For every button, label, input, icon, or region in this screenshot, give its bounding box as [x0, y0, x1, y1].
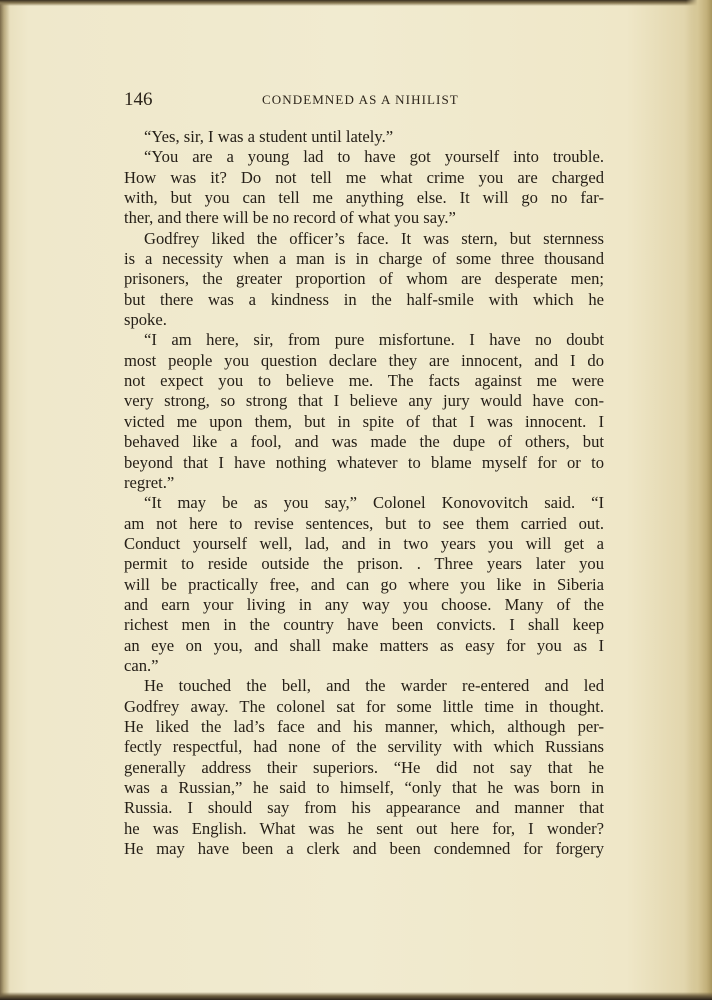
- text-line: Conduct yourself well, lad, and in two years you will get a: [124, 533, 604, 553]
- body-text: [124, 127, 604, 859]
- text-line: behaved like a fool, and was made the dupe of others, but: [124, 432, 604, 452]
- text-line: He may have been a clerk and been condemned for forgery: [124, 839, 604, 859]
- page-number: 146: [124, 89, 153, 110]
- text-line: Russia. I should say from his appearance and manner that: [124, 798, 604, 818]
- text-line: regret.”: [124, 472, 175, 492]
- text-line: not expect you to believe me. The facts against me were: [124, 371, 604, 391]
- text-line: richest men in the country have been convicts. I shall keep: [124, 615, 604, 635]
- text-line: fectly respectful, had none of the servility with which Russians: [124, 737, 604, 757]
- text-line: am not here to revise sentences, but to see them carried out.: [124, 513, 604, 533]
- text-line: will be practically free, and can go where you like in Siberia: [124, 574, 604, 594]
- text-line: victed me upon them, but in spite of that I was innocent. I: [124, 411, 604, 431]
- running-title: CONDEMNED AS A NIHILIST: [262, 92, 459, 107]
- text-line: “It may be as you say,” Colonel Konovovitch said. “I: [144, 493, 604, 513]
- page-top-edge-shadow: [0, 0, 712, 6]
- text-line: spoke.: [124, 310, 167, 330]
- text-line: generally address their superiors. “He did not say that he: [124, 757, 604, 777]
- running-head: [124, 88, 592, 112]
- text-line: and earn your living in any way you choose. Many of the: [124, 594, 604, 614]
- text-line: He liked the lad’s face and his manner, which, although per-: [124, 716, 604, 736]
- text-line: “I am here, sir, from pure misfortune. I have no doubt: [144, 330, 604, 350]
- text-line: “You are a young lad to have got yourself into trouble.: [144, 147, 604, 167]
- text-line: ther, and there will be no record of what you say.”: [124, 208, 456, 228]
- text-line: with, but you can tell me anything else. It will go no far-: [124, 188, 604, 208]
- text-line: beyond that I have nothing whatever to blame myself for or to: [124, 452, 604, 472]
- text-line: How was it? Do not tell me what crime you are charged: [124, 167, 604, 187]
- text-line: prisoners, the greater proportion of whom are desperate men;: [124, 269, 604, 289]
- page-right-edge-shadow: [686, 0, 712, 1000]
- text-line: was a Russian,” he said to himself, “only that he was born in: [124, 778, 604, 797]
- text-line: can.”: [124, 655, 159, 675]
- text-line: Godfrey liked the officer’s face. It was stern, but sternness: [144, 228, 604, 248]
- page-left-edge-shadow: [0, 0, 10, 1000]
- text-line: He touched the bell, and the warder re-entered and led: [144, 676, 604, 696]
- text-line: an eye on you, and shall make matters as easy for you as I: [124, 635, 604, 655]
- text-line: he was English. What was he sent out here for, I wonder?: [124, 818, 604, 838]
- page-bottom-edge-shadow: [0, 992, 712, 1000]
- text-line: but there was a kindness in the half-smile with which he: [124, 289, 604, 309]
- text-line: is a necessity when a man is in charge of some three thousand: [124, 249, 604, 269]
- text-line: “Yes, sir, I was a student until lately.”: [144, 127, 394, 146]
- text-line: most people you question declare they are innocent, and I do: [124, 350, 604, 370]
- text-line: permit to reside outside the prison. . Three years later you: [124, 554, 604, 574]
- text-line: very strong, so strong that I believe any jury would have con-: [124, 391, 604, 411]
- text-line: Godfrey away. The colonel sat for some little time in thought.: [124, 696, 604, 716]
